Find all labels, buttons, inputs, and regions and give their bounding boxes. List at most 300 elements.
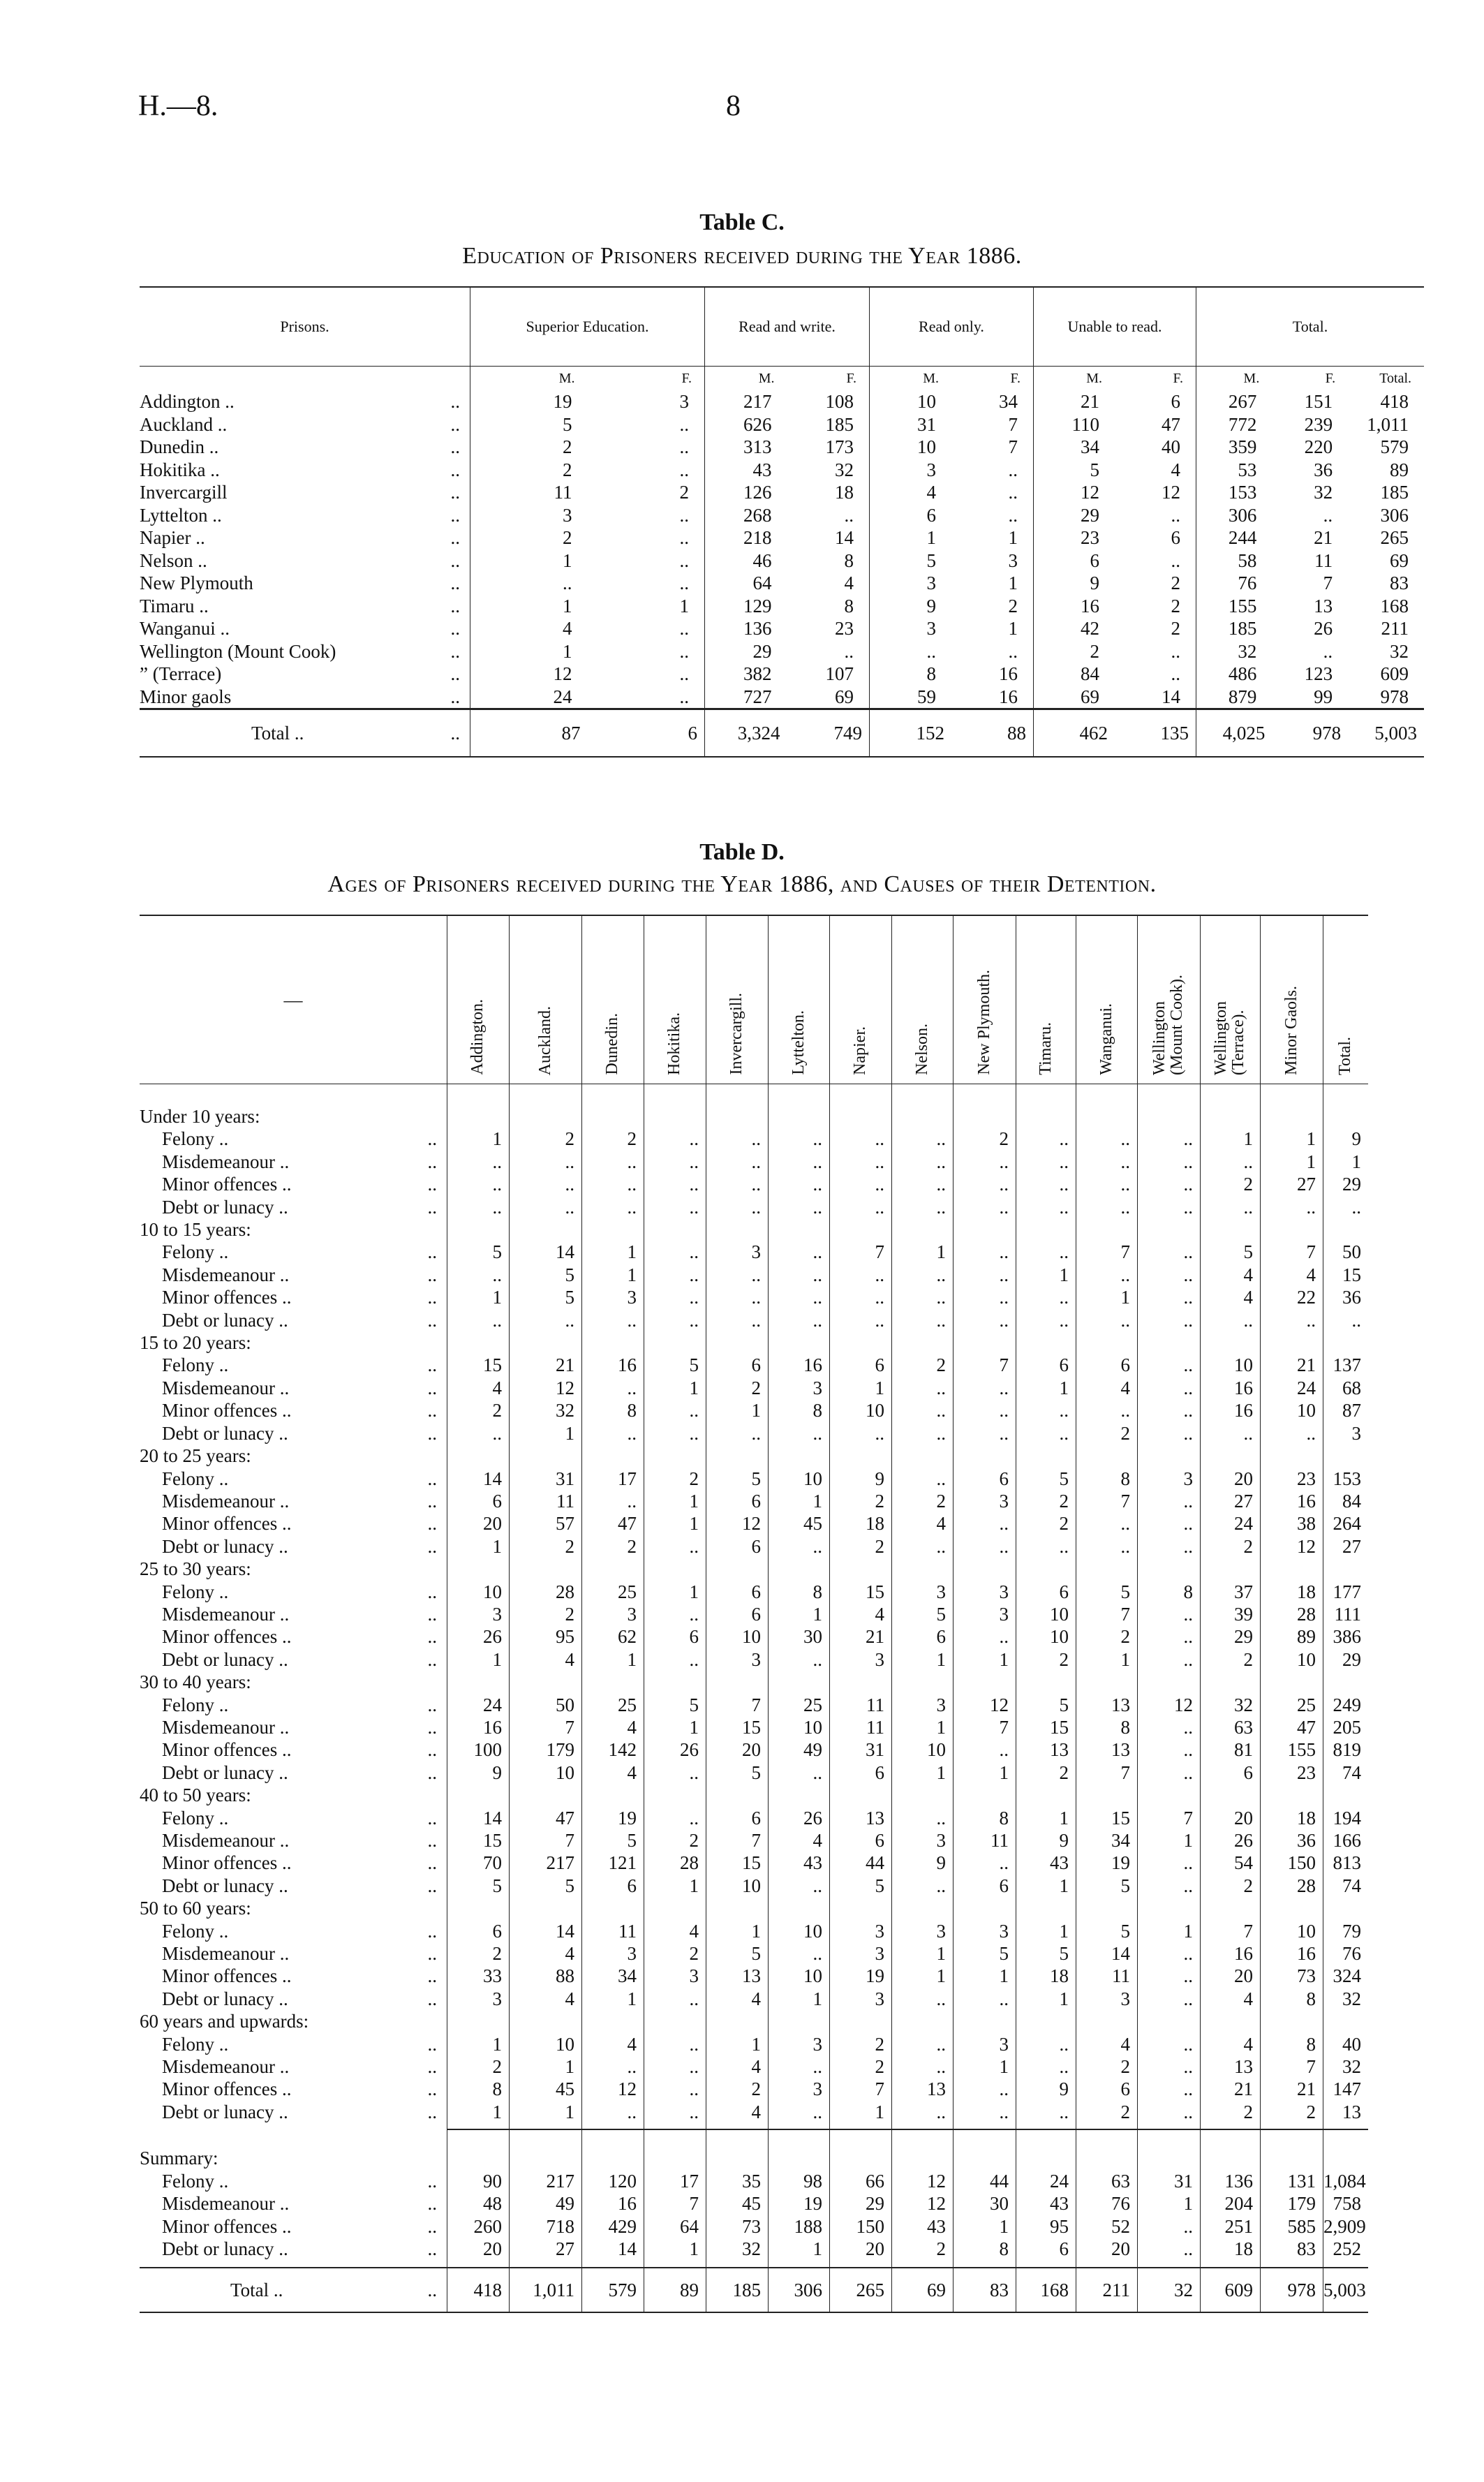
prison-name bbox=[140, 390, 470, 413]
empty-cell bbox=[582, 1671, 644, 1693]
value-cell: 24 bbox=[1261, 1377, 1323, 1399]
value-cell: .. bbox=[582, 1490, 644, 1512]
value-cell: 2 bbox=[1201, 1173, 1261, 1195]
value-cell: .. bbox=[1138, 1852, 1201, 1874]
empty-cell bbox=[1201, 1897, 1261, 1919]
value-cell: .. bbox=[1076, 1399, 1138, 1421]
value-cell: 1 bbox=[582, 1988, 644, 2010]
value-cell: 11 bbox=[954, 1829, 1016, 1852]
value-cell: .. bbox=[679, 413, 689, 435]
value-cell: .. bbox=[892, 1377, 954, 1399]
row-label-cell bbox=[140, 1603, 447, 1625]
value-cell: .. bbox=[1138, 1354, 1201, 1376]
value-cell: 12 bbox=[582, 2078, 644, 2100]
column-header-label: Dunedin. bbox=[603, 1013, 622, 1075]
value-cell: 2 bbox=[1076, 1625, 1138, 1648]
empty-cell bbox=[706, 2147, 769, 2169]
value-cell: 31 bbox=[830, 1738, 892, 1761]
value-cell: 47 bbox=[1162, 413, 1180, 435]
empty-cell bbox=[769, 1218, 830, 1241]
value-cell: 10 bbox=[510, 1761, 582, 1784]
value-cell: 50 bbox=[510, 1694, 582, 1716]
value-cell: 194 bbox=[1323, 1807, 1369, 1829]
value-cell: 4 bbox=[1201, 2033, 1261, 2055]
spacer-cell bbox=[954, 2260, 1016, 2268]
table-row bbox=[140, 1738, 1368, 1761]
value-cell: 813 bbox=[1323, 1852, 1369, 1874]
value-cell: .. bbox=[892, 1422, 954, 1445]
spacer-cell bbox=[1016, 1084, 1076, 1106]
value-cell: .. bbox=[1138, 2101, 1201, 2123]
total-value: 749 bbox=[787, 709, 870, 758]
leader-dots: .. bbox=[427, 2215, 437, 2237]
empty-cell bbox=[1201, 1331, 1261, 1354]
prison-name bbox=[140, 549, 470, 573]
empty-cell bbox=[1138, 2010, 1201, 2032]
value-cell: 4 bbox=[706, 2055, 769, 2078]
value-cell: 1 bbox=[892, 1965, 954, 1987]
value-cell: .. bbox=[644, 2055, 706, 2078]
empty-cell bbox=[769, 1897, 830, 1919]
spacer-cell bbox=[447, 2123, 510, 2129]
value-cell: 20 bbox=[1201, 1965, 1261, 1987]
empty-cell bbox=[644, 2147, 706, 2169]
value-cell: 57 bbox=[510, 1512, 582, 1535]
value-cell: 218 bbox=[705, 526, 787, 549]
value-cell: 32 bbox=[1390, 640, 1409, 662]
value-cell: .. bbox=[1016, 2101, 1076, 2123]
empty-cell bbox=[830, 1897, 892, 1919]
value-cell: .. bbox=[582, 1377, 644, 1399]
value-cell: 10 bbox=[870, 390, 952, 413]
value-cell: 7 bbox=[1323, 573, 1333, 593]
column-header-label: Wellington (Mount Cook). bbox=[1150, 975, 1187, 1075]
value-cell: 27 bbox=[1261, 1173, 1323, 1195]
row-label-cell bbox=[140, 1829, 447, 1852]
value-cell: 47 bbox=[1261, 1716, 1323, 1738]
value-cell: 3 bbox=[706, 1241, 769, 1263]
value-cell: .. bbox=[892, 1807, 954, 1829]
table-row bbox=[140, 1694, 1368, 1716]
row-label-cell bbox=[140, 1648, 447, 1671]
value-cell: 83 bbox=[1390, 573, 1409, 593]
value-cell: 211 bbox=[1381, 618, 1409, 639]
value-cell: 4 bbox=[447, 1377, 510, 1399]
value-cell: .. bbox=[447, 1309, 510, 1331]
total-value: 4,025 bbox=[1196, 709, 1272, 758]
empty-cell bbox=[830, 1671, 892, 1693]
value-cell: 13 bbox=[1016, 1738, 1076, 1761]
leader-dots: .. bbox=[427, 2193, 437, 2215]
value-cell: 2 bbox=[830, 2055, 892, 2078]
value-cell: 12 bbox=[1261, 1535, 1323, 1558]
value-cell: .. bbox=[1138, 1875, 1201, 1897]
leader-dots: .. bbox=[427, 2170, 437, 2192]
value-cell: 2 bbox=[1201, 1535, 1261, 1558]
value-cell: .. bbox=[1138, 1399, 1201, 1421]
value-cell: 28 bbox=[510, 1581, 582, 1603]
value-cell: .. bbox=[954, 1738, 1016, 1761]
row-label: Felony .. bbox=[162, 1920, 229, 1942]
value-cell: 26 bbox=[644, 1738, 706, 1761]
value-cell: 16 bbox=[999, 686, 1018, 707]
table-row bbox=[140, 1241, 1368, 1263]
value-cell: 1 bbox=[644, 1377, 706, 1399]
value-cell: .. bbox=[769, 2055, 830, 2078]
empty-cell bbox=[1016, 1445, 1076, 1467]
value-cell: 718 bbox=[510, 2215, 582, 2238]
row-label: Lyttelton .. bbox=[140, 504, 222, 526]
value-cell: 150 bbox=[1261, 1852, 1323, 1874]
spacer-cell bbox=[1323, 2129, 1369, 2147]
value-cell: 879 bbox=[1196, 686, 1272, 709]
value-cell: .. bbox=[1138, 1128, 1201, 1150]
value-cell: 1 bbox=[470, 595, 588, 618]
value-cell: 306 bbox=[1196, 504, 1272, 527]
leader-dots: .. bbox=[427, 1196, 437, 1218]
value-cell: 30 bbox=[769, 1625, 830, 1648]
total-label bbox=[140, 2268, 447, 2312]
row-label: Debt or lunacy .. bbox=[162, 1535, 288, 1557]
value-cell: 7 bbox=[954, 1354, 1016, 1376]
value-cell: .. bbox=[644, 1241, 706, 1263]
age-group-heading bbox=[140, 1784, 1368, 1806]
value-cell: 44 bbox=[830, 1852, 892, 1874]
value-cell: .. bbox=[1138, 1603, 1201, 1625]
table-row bbox=[140, 1422, 1368, 1445]
value-cell: .. bbox=[769, 1648, 830, 1671]
value-cell: .. bbox=[470, 572, 588, 595]
empty-cell bbox=[1261, 1445, 1323, 1467]
empty-cell bbox=[1076, 1218, 1138, 1241]
value-cell: 68 bbox=[1323, 1377, 1369, 1399]
value-cell: .. bbox=[954, 1309, 1016, 1331]
empty-cell bbox=[892, 1105, 954, 1128]
spacer-cell bbox=[1138, 2123, 1201, 2129]
value-cell: 14 bbox=[582, 2238, 644, 2260]
value-cell: 46 bbox=[705, 549, 787, 573]
empty-cell bbox=[644, 1105, 706, 1128]
leader-dots: .. bbox=[427, 1400, 437, 1421]
row-label-cell bbox=[140, 1399, 447, 1421]
value-cell: 244 bbox=[1196, 526, 1272, 549]
value-cell: 10 bbox=[769, 1920, 830, 1942]
value-cell: .. bbox=[1076, 1173, 1138, 1195]
value-cell: 69 bbox=[835, 686, 854, 707]
prison-name bbox=[140, 481, 470, 504]
value-cell: 185 bbox=[1196, 617, 1272, 640]
value-cell: 4 bbox=[844, 573, 854, 593]
value-cell: 4 bbox=[1201, 1264, 1261, 1286]
value-cell: 81 bbox=[1201, 1738, 1261, 1761]
value-cell: 95 bbox=[1016, 2215, 1076, 2238]
value-cell: 10 bbox=[1016, 1603, 1076, 1625]
value-cell: 8 bbox=[447, 2078, 510, 2100]
value-cell: 5 bbox=[706, 1468, 769, 1490]
empty-cell bbox=[1076, 1331, 1138, 1354]
spacer-cell bbox=[1016, 2123, 1076, 2129]
value-cell: 110 bbox=[1034, 413, 1115, 436]
table-row bbox=[140, 1399, 1368, 1421]
empty-cell bbox=[892, 1558, 954, 1580]
total-value: 1,011 bbox=[510, 2268, 582, 2312]
value-cell: 6 bbox=[1171, 391, 1180, 412]
empty-cell bbox=[1261, 1331, 1323, 1354]
table-row bbox=[140, 1648, 1368, 1671]
empty-cell bbox=[706, 2010, 769, 2032]
value-cell: 14 bbox=[447, 1468, 510, 1490]
spacer-cell bbox=[644, 1084, 706, 1106]
value-cell: 10 bbox=[1201, 1354, 1261, 1376]
empty-cell bbox=[830, 1331, 892, 1354]
value-cell: 204 bbox=[1201, 2192, 1261, 2215]
spacer-cell bbox=[706, 1084, 769, 1106]
total-value: 185 bbox=[706, 2268, 769, 2312]
row-label-cell bbox=[140, 1445, 447, 1467]
leader-dots: .. bbox=[427, 1309, 437, 1331]
row-label: Timaru .. bbox=[140, 595, 209, 616]
row-label: Misdemeanour .. bbox=[162, 1830, 290, 1851]
value-cell: .. bbox=[1171, 640, 1180, 662]
value-cell: 43 bbox=[892, 2215, 954, 2238]
table-row bbox=[140, 1920, 1368, 1942]
value-cell: .. bbox=[954, 1264, 1016, 1286]
value-cell: 10 bbox=[706, 1625, 769, 1648]
spacer-cell bbox=[1323, 2123, 1369, 2129]
value-cell: 13 bbox=[892, 2078, 954, 2100]
spacer-cell bbox=[1016, 2260, 1076, 2268]
value-cell: 24 bbox=[1016, 2170, 1076, 2192]
value-cell: 95 bbox=[510, 1625, 582, 1648]
value-cell: 153 bbox=[1196, 481, 1272, 504]
value-cell: 29 bbox=[1034, 504, 1115, 527]
value-cell: .. bbox=[510, 1196, 582, 1218]
column-header bbox=[830, 915, 892, 1084]
value-cell: 2 bbox=[1076, 2101, 1138, 2123]
value-cell: .. bbox=[1138, 2055, 1201, 2078]
age-group-heading bbox=[140, 1445, 1368, 1467]
value-cell: 4 bbox=[582, 1716, 644, 1738]
empty-cell bbox=[510, 1897, 582, 1919]
value-cell: 1 bbox=[1201, 1128, 1261, 1150]
value-cell: 23 bbox=[1261, 1468, 1323, 1490]
leader-dots: .. bbox=[427, 1739, 437, 1761]
value-cell: .. bbox=[1138, 1196, 1201, 1218]
value-cell: .. bbox=[892, 1264, 954, 1286]
value-cell: .. bbox=[844, 640, 854, 662]
empty-cell bbox=[830, 2010, 892, 2032]
value-cell: 54 bbox=[1201, 1852, 1261, 1874]
table-row bbox=[140, 459, 1424, 482]
value-cell: .. bbox=[769, 1942, 830, 1965]
empty-cell bbox=[1138, 1784, 1201, 1806]
value-cell: .. bbox=[844, 504, 854, 526]
value-cell: .. bbox=[447, 1196, 510, 1218]
column-header-label: Napier. bbox=[851, 1026, 870, 1075]
empty-cell bbox=[510, 1445, 582, 1467]
leader-dots: .. bbox=[450, 722, 460, 744]
value-cell: 5 bbox=[510, 1264, 582, 1286]
value-cell: 34 bbox=[1076, 1829, 1138, 1852]
value-cell: 2 bbox=[892, 2238, 954, 2260]
value-cell: 79 bbox=[1323, 1920, 1369, 1942]
value-cell: 15 bbox=[706, 1716, 769, 1738]
value-cell: .. bbox=[644, 2033, 706, 2055]
row-label: New Plymouth bbox=[140, 573, 253, 593]
value-cell: .. bbox=[1201, 1151, 1261, 1173]
empty-cell bbox=[1016, 2010, 1076, 2032]
value-cell: 2 bbox=[954, 1128, 1016, 1150]
value-cell: .. bbox=[1201, 1422, 1261, 1445]
spacer-cell bbox=[140, 2260, 447, 2268]
value-cell: 4 bbox=[769, 1829, 830, 1852]
value-cell: .. bbox=[954, 1852, 1016, 1874]
row-label-cell bbox=[140, 1558, 447, 1580]
empty-cell bbox=[582, 1331, 644, 1354]
empty-cell bbox=[1201, 1558, 1261, 1580]
empty-cell bbox=[447, 1331, 510, 1354]
leader-dots: .. bbox=[450, 618, 460, 639]
value-cell: 11 bbox=[830, 1716, 892, 1738]
empty-cell bbox=[892, 2147, 954, 2169]
value-cell: 12 bbox=[1034, 481, 1115, 504]
value-cell: 7 bbox=[830, 1241, 892, 1263]
value-cell: 34 bbox=[1034, 436, 1115, 459]
leader-dots: .. bbox=[427, 1830, 437, 1851]
value-cell: .. bbox=[769, 1535, 830, 1558]
row-label: Misdemeanour .. bbox=[162, 1264, 290, 1285]
value-cell: 1 bbox=[870, 526, 952, 549]
empty-cell bbox=[769, 1558, 830, 1580]
value-cell: .. bbox=[892, 1151, 954, 1173]
leader-dots: .. bbox=[450, 413, 460, 435]
spacer-cell bbox=[1138, 2129, 1201, 2147]
value-cell: 185 bbox=[1380, 482, 1409, 503]
value-cell: 44 bbox=[954, 2170, 1016, 2192]
empty-cell bbox=[892, 1218, 954, 1241]
column-header bbox=[447, 915, 510, 1084]
value-cell: .. bbox=[582, 1173, 644, 1195]
empty-cell bbox=[582, 1445, 644, 1467]
value-cell: .. bbox=[1138, 1241, 1201, 1263]
value-cell: .. bbox=[644, 1196, 706, 1218]
value-cell: 1 bbox=[679, 595, 689, 616]
spacer-cell bbox=[706, 2129, 769, 2147]
value-cell: 9 bbox=[1034, 572, 1115, 595]
value-cell: 18 bbox=[1201, 2238, 1261, 2260]
empty-cell bbox=[510, 1671, 582, 1693]
value-cell: 7 bbox=[510, 1716, 582, 1738]
value-cell: .. bbox=[510, 1151, 582, 1173]
value-cell: 4 bbox=[1201, 1988, 1261, 2010]
value-cell: 2 bbox=[644, 1942, 706, 1965]
column-header bbox=[1201, 915, 1261, 1084]
value-cell: .. bbox=[1138, 1965, 1201, 1987]
row-label: 30 to 40 years: bbox=[140, 1671, 251, 1693]
age-group-heading bbox=[140, 1105, 1368, 1128]
empty-cell bbox=[582, 1218, 644, 1241]
empty-cell bbox=[644, 1445, 706, 1467]
value-cell: 19 bbox=[470, 390, 588, 413]
value-cell: 7 bbox=[644, 2192, 706, 2215]
value-cell: 83 bbox=[1261, 2238, 1323, 2260]
value-cell: 9 bbox=[1016, 1829, 1076, 1852]
empty-cell bbox=[706, 1784, 769, 1806]
value-cell: 6 bbox=[1171, 527, 1180, 548]
value-cell: 3 bbox=[870, 459, 952, 482]
summary-row bbox=[140, 2192, 1368, 2215]
empty-cell bbox=[1138, 1558, 1201, 1580]
empty-cell bbox=[769, 1445, 830, 1467]
value-cell: 153 bbox=[1323, 1468, 1369, 1490]
value-cell: 123 bbox=[1304, 663, 1333, 684]
value-cell: 6 bbox=[892, 1625, 954, 1648]
value-cell: .. bbox=[1076, 1535, 1138, 1558]
leader-dots: .. bbox=[450, 549, 460, 571]
value-cell: 142 bbox=[582, 1738, 644, 1761]
empty-cell bbox=[769, 2147, 830, 2169]
row-label: Felony .. bbox=[162, 1694, 229, 1715]
value-cell: 6 bbox=[582, 1875, 644, 1897]
value-cell: .. bbox=[1008, 504, 1018, 526]
value-cell: 8 bbox=[954, 2238, 1016, 2260]
empty-cell bbox=[1138, 1445, 1201, 1467]
empty-cell bbox=[1201, 1218, 1261, 1241]
value-cell: 32 bbox=[510, 1399, 582, 1421]
value-cell: .. bbox=[954, 1625, 1016, 1648]
empty-cell bbox=[1016, 1897, 1076, 1919]
row-label-cell bbox=[140, 2192, 447, 2215]
value-cell: 45 bbox=[706, 2192, 769, 2215]
empty-cell bbox=[706, 1331, 769, 1354]
value-cell: 14 bbox=[1076, 1942, 1138, 1965]
value-cell: 151 bbox=[1304, 391, 1333, 412]
value-cell: 7 bbox=[1261, 1241, 1323, 1263]
value-cell: .. bbox=[1138, 1535, 1201, 1558]
value-cell: 5 bbox=[870, 549, 952, 573]
empty-cell bbox=[830, 1445, 892, 1467]
age-group-heading bbox=[140, 1558, 1368, 1580]
value-cell: 2 bbox=[1016, 1512, 1076, 1535]
row-label-cell bbox=[140, 2033, 447, 2055]
total-value: 6 bbox=[588, 709, 705, 758]
value-cell: 3 bbox=[892, 1581, 954, 1603]
column-header-label: Invercargill. bbox=[727, 993, 746, 1075]
row-label-cell bbox=[140, 1468, 447, 1490]
leader-dots: .. bbox=[427, 1694, 437, 1715]
column-group-header: Unable to read. bbox=[1034, 287, 1196, 367]
value-cell: 772 bbox=[1196, 413, 1272, 436]
value-cell: .. bbox=[1138, 2215, 1201, 2238]
value-cell: 2 bbox=[1016, 1490, 1076, 1512]
total-value: 88 bbox=[951, 709, 1034, 758]
table-row bbox=[140, 1942, 1368, 1965]
empty-cell bbox=[644, 1671, 706, 1693]
value-cell: 147 bbox=[1323, 2078, 1369, 2100]
leader-dots: .. bbox=[427, 1920, 437, 1942]
row-label: 60 years and upwards: bbox=[140, 2011, 309, 2032]
value-cell: 626 bbox=[705, 413, 787, 436]
value-cell: .. bbox=[954, 1286, 1016, 1308]
row-label: Minor offences .. bbox=[162, 1513, 292, 1535]
value-cell: 1 bbox=[830, 1377, 892, 1399]
spacer-cell bbox=[582, 2123, 644, 2129]
value-cell: 1 bbox=[582, 1264, 644, 1286]
value-cell: 306 bbox=[1380, 504, 1409, 526]
spacer-cell bbox=[1016, 2129, 1076, 2147]
empty-cell bbox=[1261, 2147, 1323, 2169]
value-cell: 13 bbox=[706, 1965, 769, 1987]
